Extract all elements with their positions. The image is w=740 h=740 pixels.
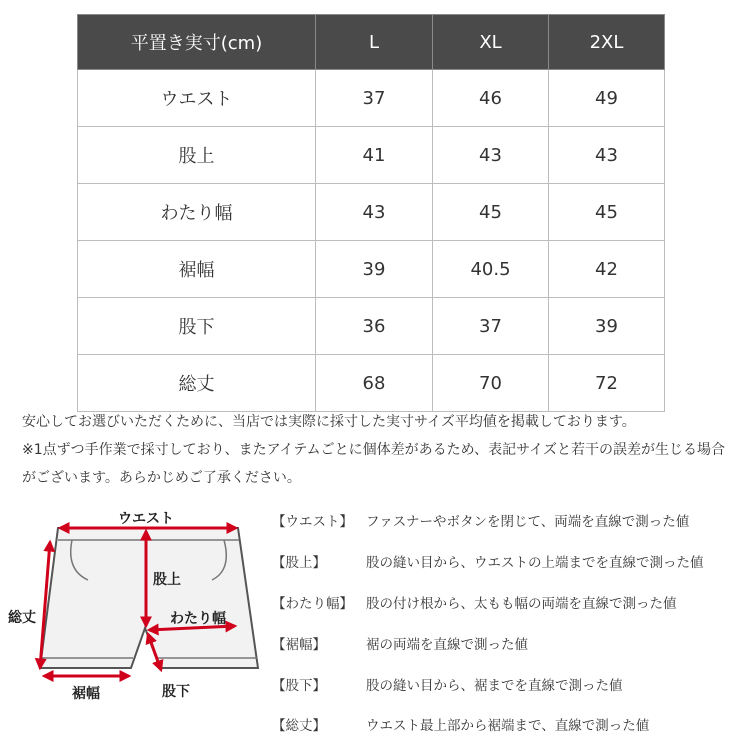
header-size-l: L — [316, 15, 433, 70]
table-row — [78, 298, 665, 355]
legend-key: 【総丈】 — [272, 718, 326, 734]
cell-value: 37 — [316, 70, 433, 127]
cell-value: 40.5 — [433, 241, 549, 298]
row-label: 股下 — [78, 298, 316, 355]
header-size-xl: XL — [433, 15, 549, 70]
row-label: 裾幅 — [78, 241, 316, 298]
legend-desc: 裾の両端を直線で測った値 — [366, 637, 528, 653]
legend-key: 【股下】 — [272, 678, 326, 694]
cell-value: 37 — [433, 298, 549, 355]
size-table — [77, 14, 665, 412]
cell-value: 72 — [549, 355, 665, 412]
cell-value: 36 — [316, 298, 433, 355]
cell-value: 39 — [316, 241, 433, 298]
legend-desc: 股の縫い目から、裾までを直線で測った値 — [366, 678, 623, 694]
cell-value: 43 — [549, 127, 665, 184]
cell-value: 45 — [433, 184, 549, 241]
cell-value: 39 — [549, 298, 665, 355]
legend-desc: 股の付け根から、太もも幅の両端を直線で測った値 — [366, 596, 677, 612]
legend-desc: ウエスト最上部から裾端まで、直線で測った値 — [366, 718, 650, 734]
header-size-2xl: 2XL — [549, 15, 665, 70]
row-label: 総丈 — [78, 355, 316, 412]
legend-key: 【裾幅】 — [272, 637, 326, 653]
shorts-diagram-svg — [0, 500, 268, 740]
row-label: 股上 — [78, 127, 316, 184]
cell-value: 45 — [549, 184, 665, 241]
cell-value: 68 — [316, 355, 433, 412]
header-measurement: 平置き実寸(cm) — [78, 15, 316, 70]
cell-value: 49 — [549, 70, 665, 127]
cell-value: 42 — [549, 241, 665, 298]
legend-key: 【わたり幅】 — [272, 596, 353, 612]
table-row — [78, 355, 665, 412]
cell-value: 41 — [316, 127, 433, 184]
row-label: ウエスト — [78, 70, 316, 127]
table-row — [78, 184, 665, 241]
table-header-row — [78, 15, 665, 70]
table-row — [78, 127, 665, 184]
legend-desc: ファスナーやボタンを閉じて、両端を直線で測った値 — [366, 514, 690, 530]
label-rise: 股上 — [153, 572, 181, 588]
legend-desc: 股の縫い目から、ウエストの上端までを直線で測った値 — [366, 555, 704, 571]
cell-value: 43 — [316, 184, 433, 241]
label-inseam: 股下 — [162, 684, 190, 700]
measurement-notice: 安心してお選びいただくために、当店では実際に採寸した実寸サイズ平均値を掲載しております。 ※1点ずつ手作業で採寸しており、またアイテムごとに個体差があるため、表記サイズと若干の誤差が生じる場合がございます。あらかじめご了承ください。 — [22, 414, 725, 486]
cell-value: 70 — [433, 355, 549, 412]
label-length: 総丈 — [8, 610, 36, 626]
legend-key: 【股上】 — [272, 555, 326, 571]
cell-value: 43 — [433, 127, 549, 184]
label-thigh: わたり幅 — [170, 611, 226, 627]
label-hem: 裾幅 — [72, 686, 100, 702]
label-waist: ウエスト — [118, 511, 174, 527]
shorts-diagram — [0, 500, 268, 740]
row-label: わたり幅 — [78, 184, 316, 241]
cell-value: 46 — [433, 70, 549, 127]
table-row — [78, 241, 665, 298]
table-row — [78, 70, 665, 127]
legend-key: 【ウエスト】 — [272, 514, 353, 530]
